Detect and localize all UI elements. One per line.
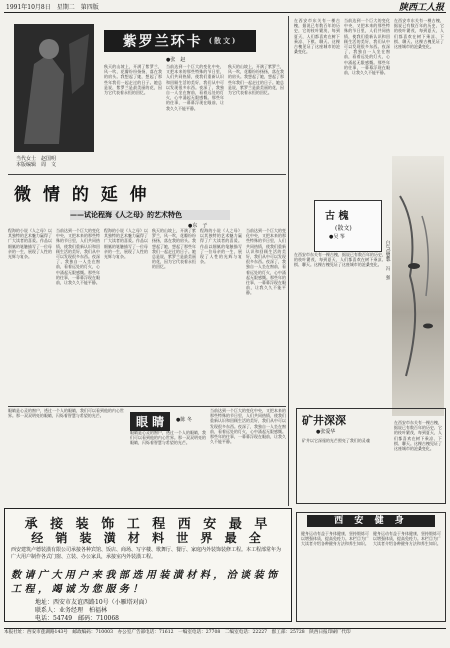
feature-col-5: 程海的小说《人之母》以其独特的艺术魅力赢得了广大读者的喜爱。作品以细腻的笔触描写了一位母亲的一生，展现了人性的光辉与复杂。: [200, 228, 242, 265]
essay-genre: (散文): [335, 225, 352, 232]
top-photo: [14, 24, 94, 152]
health-col-1: 健身运动有益于身体健康，坚持锻炼可以增强体质，提高免疫力。本栏目为广大读者介绍各种健身方法和养生知识。: [301, 531, 369, 547]
health-col-2: 健身运动有益于身体健康，坚持锻炼可以增强体质，提高免疫力。本栏目为广大读者介绍各种健身方法和养生知识。: [373, 531, 441, 547]
painting-caption: 白鸟(国画) 冯 强: [385, 240, 390, 280]
section-divider-2: [8, 406, 286, 407]
essay-author: ●吴 筝: [329, 234, 345, 240]
health-title: 西 安 健 身: [307, 515, 435, 527]
ad-address: 地址：西安市友谊西路10号（小雁塔对面）: [35, 599, 151, 606]
right-col-3: 在西安市东关有一棵古槐，据说已有数百年的历史，它的枝叶繁茂，每到夏天，人们都喜欢在树下乘凉、下棋、聊天。这棵古槐见证了这座城市的沧桑变化。: [394, 18, 444, 50]
ad-phone: 电话：54749 邮码：710068: [35, 615, 119, 622]
left-caption: [16, 156, 96, 168]
photo-illustration: [14, 24, 94, 152]
caption-line-2: 本版编辑 周 文: [16, 162, 57, 168]
eye-col-1: 眼睛是心灵的窗户，透过一个人的眼睛，我们可以看到他的内心世界。那一双双明亮的眼睛，闪烁着智慧与希望的光芒。: [8, 408, 124, 419]
right-col-2: 当前达到一个巨大的变化中央，又把本来的那些特殊的节日里，人们共同热情，使我们重新认识和回顾生活的美好，我们从中可以发现很多东西。夜深了，我独自一人坐在窗前，看着远处的灯火，心中涌起无限感慨。那些年的往事，一幕幕浮现在眼前，让我久久不能平静。: [344, 18, 390, 76]
eye-byline: ●陈 冬: [176, 417, 192, 423]
ad-body: 西安建筑卢德装潢有限公司承接各种宾馆、饭店、商场、写字楼、歌舞厅、餐厅、家庭内外装饰装修工程。本工程部常年为广大用户制作各式门窗、立装、办公家具，承接室内外装潢工程。: [11, 547, 282, 560]
eye-title: 眼 睛: [130, 412, 170, 431]
essay-title-box: [314, 200, 382, 252]
page-header: [4, 0, 446, 13]
eye-col-3: 当前达到一个巨大的变化中央，又把本来的那些特殊的节日里，人们共同热情，使我们重新认识和回顾生活的美好，我们从中可以发现很多东西。夜深了，我独自一人坐在窗前，看着远处的灯火，心中涌起无限感慨。那些年的往事，一幕幕浮现在眼前，让我久久不能平静。: [210, 408, 286, 445]
feature-col-3: 程海的小说《人之母》以其独特的艺术魅力赢得了广大读者的喜爱。作品以细腻的笔触描写了一位母亲的一生，展现了人性的光辉与复杂。: [104, 228, 148, 260]
column-divider: [288, 16, 289, 506]
right-col-1: 在西安市东关有一棵古槐，据说已有数百年的历史，它的枝叶繁茂，每到夏天，人们都喜欢在树下乘凉、下棋、聊天。这棵古槐见证了这座城市的沧桑变化。: [294, 18, 340, 55]
ad-contact-block: [35, 599, 151, 623]
ink-painting: [392, 156, 444, 416]
issue-date: 1991年10月8日 星期二 第四版: [6, 4, 99, 11]
feature-byline: ●东 子: [188, 223, 208, 229]
eye-col-2: 眼睛是心灵的窗户，透过一个人的眼睛，我们可以看到他的内心世界。那一双双明亮的眼睛，闪烁着智慧与希望的光芒。: [130, 430, 206, 446]
masthead: 陕西工人报: [398, 3, 444, 13]
section-divider: [8, 174, 286, 175]
poem-text: 矿井以它深邃的光芒照亮了我们的灵魂: [302, 438, 370, 443]
top-article-col-3: 秋天的山坡上，开满了紫罗兰，风一吹，花瓣纷纷扬扬，落在我的肩头。我想起了她，想起了那些年我们一起走过的日子。她总是说，紫罗兰是最美丽的花，因为它代表着永恒的回忆。: [228, 64, 284, 96]
top-article-author: ●张 赵: [166, 57, 186, 63]
top-article-col-1: 秋天的山坡上，开满了紫罗兰，风一吹，花瓣纷纷扬扬，落在我的肩头。我想起了她，想起了那些年我们一起走过的日子。她总是说，紫罗兰是最美丽的花，因为它代表着永恒的回忆。: [104, 64, 162, 96]
feature-col-6: 当前达到一个巨大的变化中央，又把本来的那些特殊的节日里，人们共同热情，使我们重新认识和回顾生活的美好，我们从中可以发现很多东西。夜深了，我独自一人坐在窗前，看着远处的灯火，心中涌起无限感慨。那些年的往事，一幕幕浮现在眼前，让我久久不能平静。: [246, 228, 286, 296]
top-article-col-2: 当前达到一个巨大的变化中央，又把本来的那些特殊的节日里，人们共同热情，使我们重新认识和回顾生活的美好，我们从中可以发现很多东西。夜深了，我独自一人坐在窗前，看着远处的灯火，心中涌起无限感慨。那些年的往事，一幕幕浮现在眼前，让我久久不能平静。: [166, 64, 224, 111]
painting-illustration: [392, 156, 444, 416]
top-article-title-text: 紫罗兰环卡: [122, 34, 203, 50]
ad-contact: 联系人：业务经理 柏福林: [35, 607, 108, 614]
ad-headline-1: 承 接 装 饰 工 程 西 安 最 早: [24, 517, 272, 532]
feature-col-4: 秋天的山坡上，开满了紫罗兰，风一吹，花瓣纷纷扬扬，落在我的肩头。我想起了她，想起了那些年我们一起走过的日子。她总是说，紫罗兰是最美丽的花，因为它代表着永恒的回忆。: [152, 228, 196, 270]
feature-col-2: 当前达到一个巨大的变化中央，又把本来的那些特殊的节日里，人们共同热情，使我们重新认识和回顾生活的美好，我们从中可以发现很多东西。夜深了，我独自一人坐在窗前，看着远处的灯火，心中涌起无限感慨。那些年的往事，一幕幕浮现在眼前，让我久久不能平静。: [56, 228, 100, 286]
page-footer: 本报社址：西安市莲湖路143号 邮政编码：710003 办公室广告部电话：71612 一编室电话：27708 二编室电话：22227 群工部：25728 陕西日报印刷厂代印: [4, 628, 446, 643]
caption-line-1: 当代女士 赵国明: [16, 156, 57, 162]
ad-slogan: 数 请 广 大 用 户 来 我 部 选 用 装 潢 材 料 ， 洽 谈 装 饰 工 程 ， 竭 诚 为 您 服 务 ！: [11, 570, 278, 595]
poem-side-text: 在西安市东关有一棵古槐，据说已有数百年的历史，它的枝叶繁茂，每到夏天，人们都喜欢在树下乘凉、下棋、聊天。这棵古槐见证了这座城市的沧桑变化。: [394, 420, 442, 452]
advertisement: [4, 508, 292, 622]
essay-title: 古 槐: [325, 211, 349, 222]
top-article-title: [104, 30, 256, 52]
feature-title: 微 情 的 延 伸: [14, 185, 150, 205]
poem-title: 矿井深深: [302, 414, 346, 427]
top-article-genre: (散文): [208, 36, 238, 45]
feature-subtitle: ——试论程海《人之母》的艺术特色: [70, 210, 230, 220]
health-column: [296, 512, 446, 622]
essay-body: 在西安市东关有一棵古槐，据说已有数百年的历史，它的枝叶繁茂，每到夏天，人们都喜欢在树下乘凉、下棋、聊天。这棵古槐见证了这座城市的沧桑变化。: [294, 252, 390, 268]
feature-col-1: 程海的小说《人之母》以其独特的艺术魅力赢得了广大读者的喜爱。作品以细腻的笔触描写了一位母亲的一生，展现了人性的光辉与复杂。: [8, 228, 52, 260]
ad-headline-2: 经 销 装 潢 材 料 世 界 最 全: [31, 531, 265, 545]
poem-author: ●张爱华: [316, 429, 336, 435]
